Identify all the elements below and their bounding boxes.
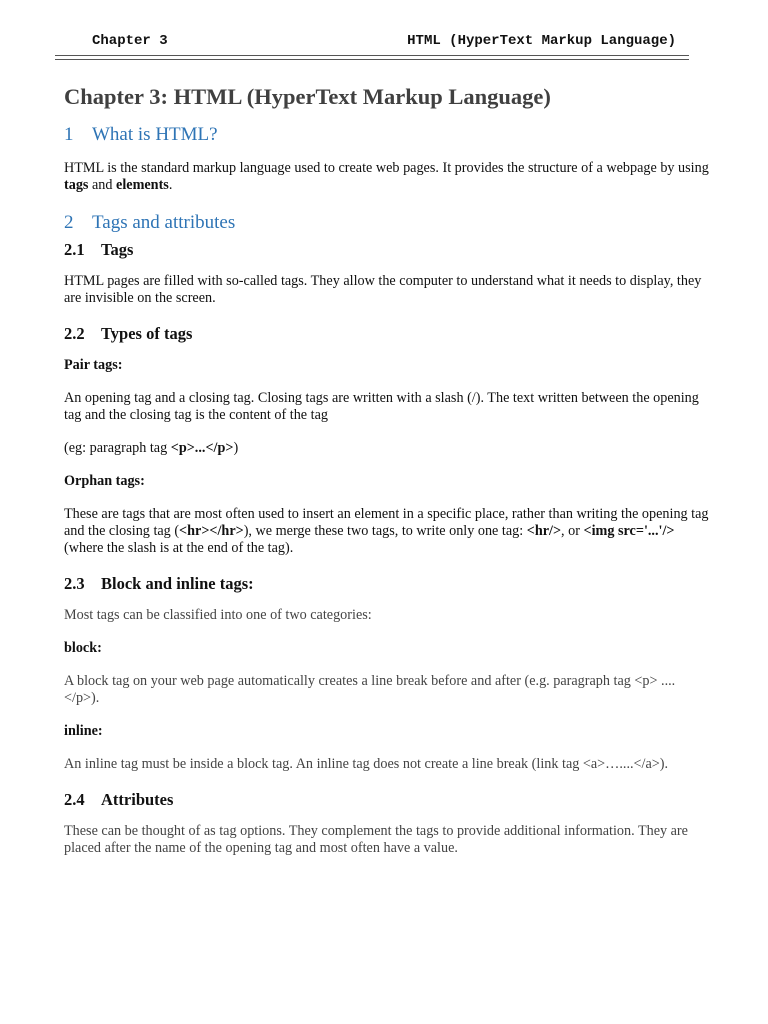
heading-number: 2.4 <box>64 790 85 809</box>
heading-text: What is HTML? <box>92 124 218 145</box>
paragraph-pair-tags: An opening tag and a closing tag. Closing tags are written with a slash (/). The text written between the opening tag and the closing tag is the content of the tag <box>64 390 699 423</box>
bold-text: <p>...</p> <box>170 440 234 456</box>
heading-number: 1 <box>64 124 74 145</box>
label-pair-tags: Pair tags: <box>64 357 123 373</box>
running-header <box>92 33 676 49</box>
text-run: These are tags that are most often used to insert an element in a specific place, rather than writing the opening tag and the closing tag ( <box>64 506 709 539</box>
text-run: (where the slash is at the end of the tag). <box>64 540 294 556</box>
bold-text: <hr></hr> <box>179 523 244 539</box>
text-run: . <box>168 177 173 193</box>
label-block: block: <box>64 640 102 656</box>
text-run: and <box>88 177 117 193</box>
heading-attributes <box>64 789 709 811</box>
heading-text: Types of tags <box>101 324 193 343</box>
bold-text: tags <box>64 177 89 193</box>
text-run: , or <box>561 523 584 539</box>
heading-types-of-tags <box>64 323 709 345</box>
heading-number: 2.3 <box>64 574 85 593</box>
paragraph-categories-intro: Most tags can be classified into one of two categories: <box>64 607 372 623</box>
bold-text: elements <box>116 177 169 193</box>
header-chapter: Chapter 3 <box>92 33 168 49</box>
heading-number: 2.2 <box>64 324 85 343</box>
paragraph-orphan-tags <box>64 506 709 557</box>
header-title: HTML (HyperText Markup Language) <box>407 33 676 49</box>
text-run: HTML is the standard markup language used to create web pages. It provides the structure of a webpage by using <box>64 160 709 176</box>
heading-block-inline <box>64 573 709 595</box>
heading-text: Attributes <box>101 790 174 809</box>
heading-number: 2.1 <box>64 240 85 259</box>
text-run: ) <box>233 440 239 456</box>
label-inline: inline: <box>64 723 103 739</box>
paragraph-attributes: These can be thought of as tag options. They complement the tags to provide additional information. They are placed after the name of the opening tag and most often have a value. <box>64 823 688 856</box>
paragraph-block: A block tag on your web page automatically creates a line break before and after (e.g. paragraph tag <p> ....</p>). <box>64 673 676 706</box>
heading-text: Tags <box>101 240 134 259</box>
text-run: ), we merge these two tags, to write only one tag: <box>243 523 527 539</box>
text-run: (eg: paragraph tag <box>64 440 171 456</box>
paragraph-what-is-html <box>64 160 709 194</box>
heading-what-is-html <box>64 122 709 148</box>
document-body <box>64 82 709 857</box>
bold-text: <img src='...'/> <box>583 523 675 539</box>
paragraph-tags: HTML pages are filled with so-called tags. They allow the computer to understand what it needs to display, they are invisible on the screen. <box>64 273 702 306</box>
heading-tags-and-attributes <box>64 210 709 236</box>
header-rule-second <box>55 59 689 60</box>
heading-text: Block and inline tags: <box>101 574 254 593</box>
bold-text: <hr/> <box>526 523 562 539</box>
heading-number: 2 <box>64 212 74 233</box>
heading-tags <box>64 239 709 261</box>
paragraph-example <box>64 440 709 457</box>
label-orphan-tags: Orphan tags: <box>64 473 145 489</box>
heading-text: Tags and attributes <box>92 212 236 233</box>
paragraph-inline: An inline tag must be inside a block tag. An inline tag does not create a line break (link tag <a>…....</a>). <box>64 756 669 772</box>
header-rule <box>55 55 689 56</box>
chapter-title: Chapter 3: HTML (HyperText Markup Language) <box>64 84 551 109</box>
